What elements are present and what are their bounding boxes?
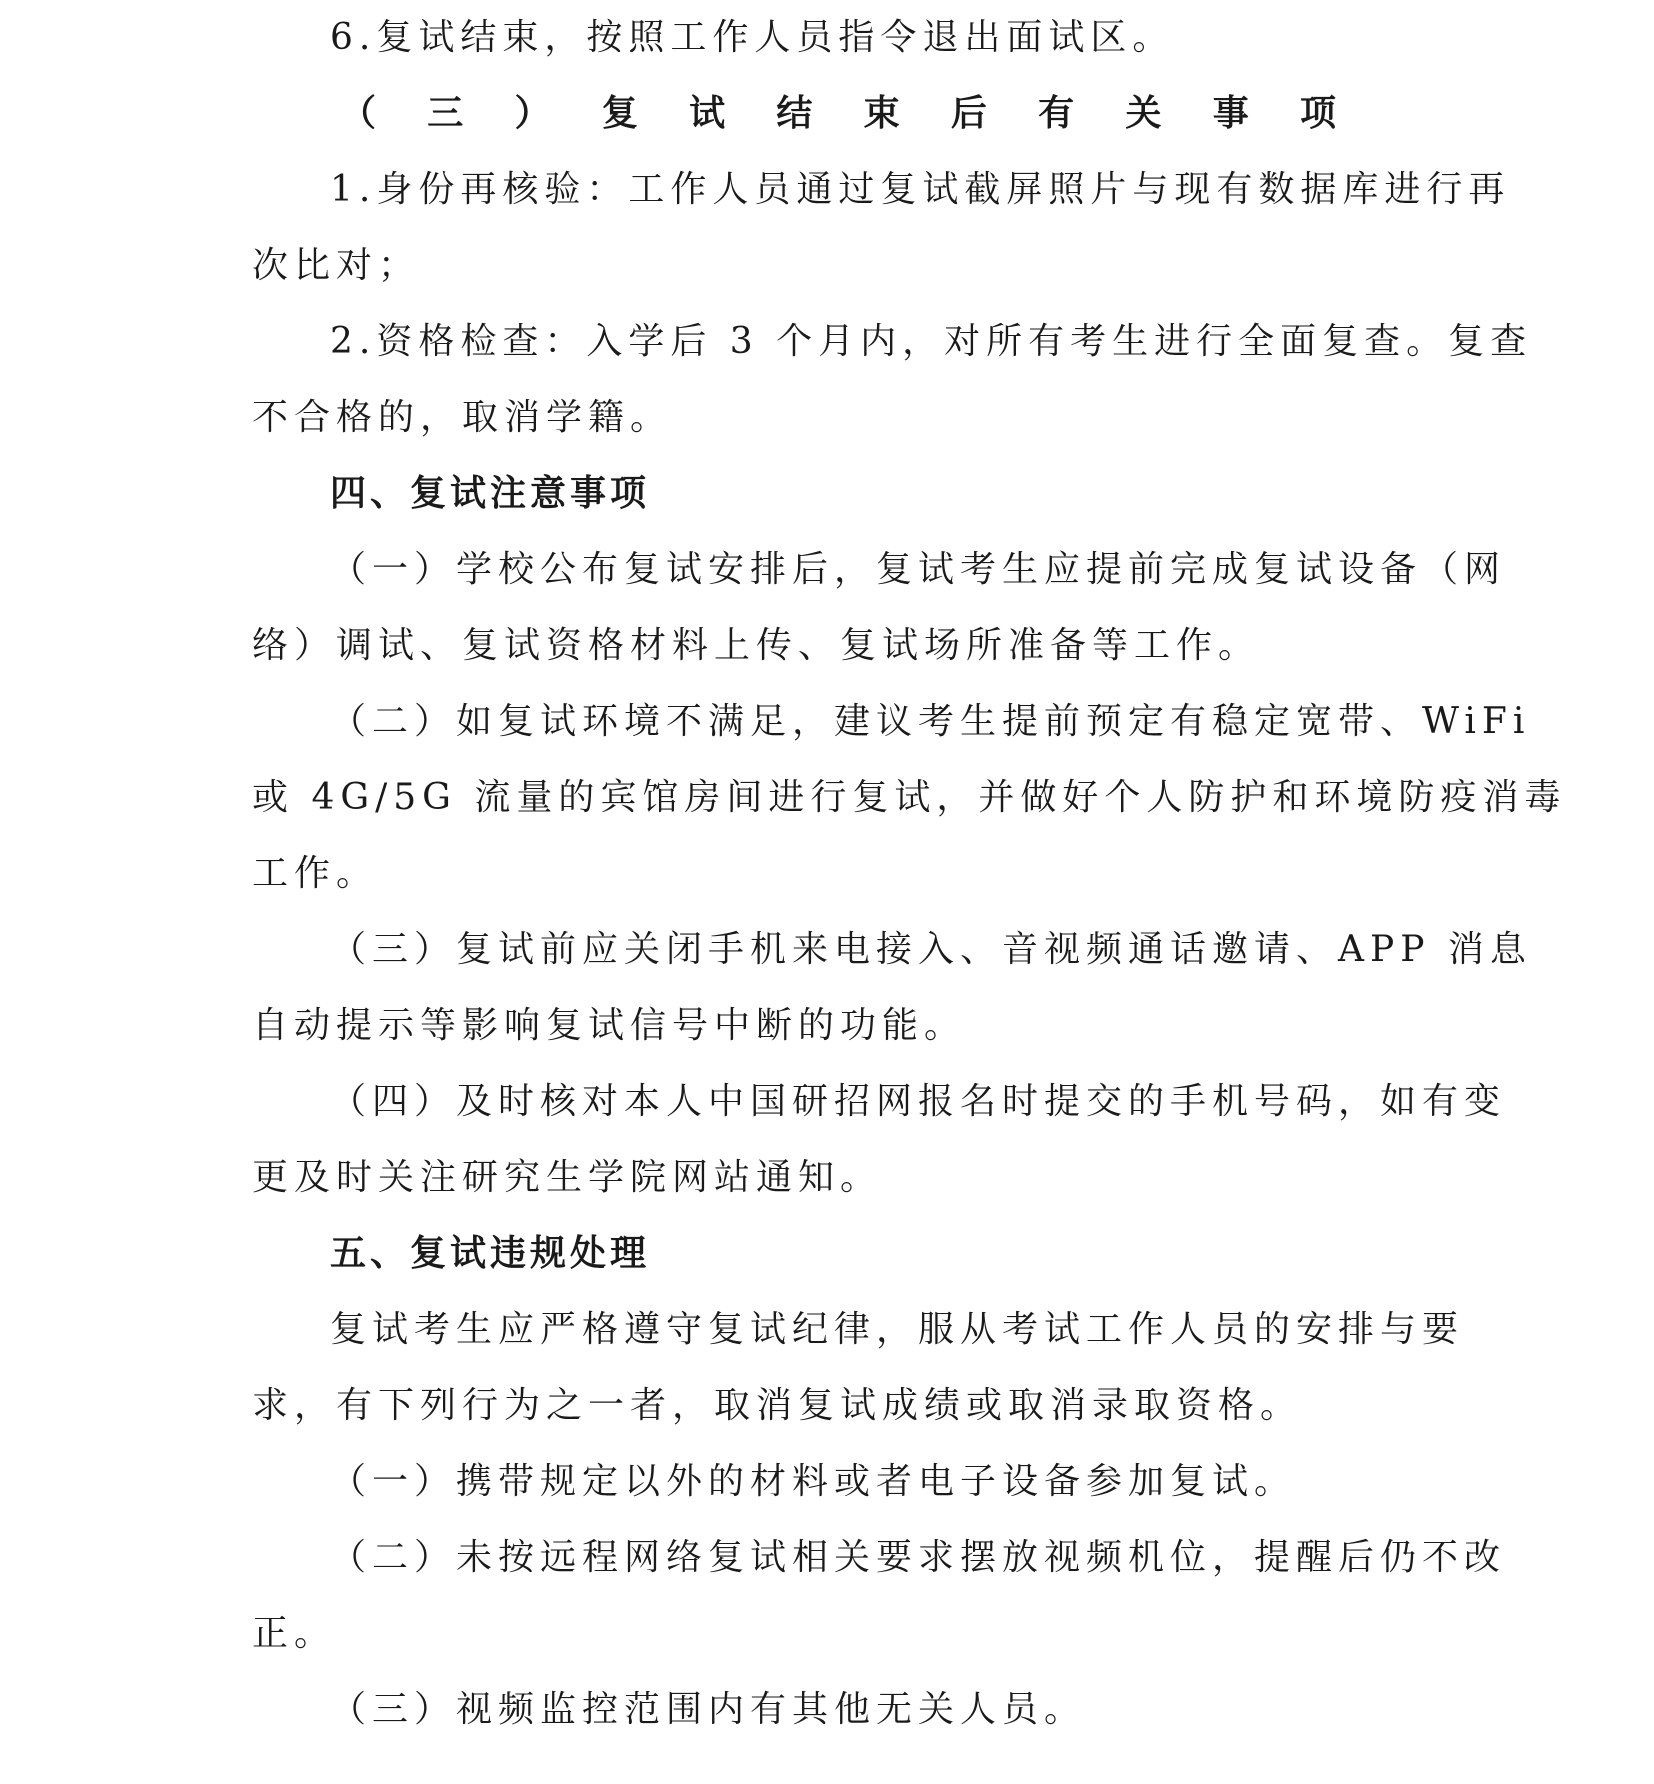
paragraph-line: 2.资格检查：入学后 3 个月内，对所有考生进行全面复查。复查 [330,321,1533,362]
paragraph-line: 正。 [252,1613,337,1654]
paragraph-line: （一）学校公布复试安排后，复试考生应提前完成复试设备（网 [330,549,1507,590]
paragraph-line: 6.复试结束，按照工作人员指令退出面试区。 [330,17,1175,58]
paragraph-line: 求，有下列行为之一者，取消复试成绩或取消录取资格。 [252,1385,1303,1426]
paragraph-line: （一）携带规定以外的材料或者电子设备参加复试。 [330,1461,1297,1502]
paragraph-line: （三）复试前应关闭手机来电接入、音视频通话邀请、APP 消息 [330,929,1532,970]
paragraph-line: 工作。 [252,853,379,894]
paragraph-line: （三）视频监控范围内有其他无关人员。 [330,1689,1087,1730]
paragraph-line: 或 4G/5G 流量的宾馆房间进行复试，并做好个人防护和环境防疫消毒 [252,777,1567,818]
paragraph-line: （二）未按远程网络复试相关要求摆放视频机位，提醒后仍不改 [330,1537,1507,1578]
paragraph-line: 1.身份再核验：工作人员通过复试截屏照片与现有数据库进行再 [330,169,1511,210]
paragraph-line: 络）调试、复试资格材料上传、复试场所准备等工作。 [252,625,1261,666]
section-heading: 四、复试注意事项 [330,473,651,514]
paragraph-line: 更及时关注研究生学院网站通知。 [252,1157,883,1198]
paragraph-line: 不合格的，取消学籍。 [252,397,673,438]
paragraph-line: 次比对； [252,245,421,286]
paragraph-line: （二）如复试环境不满足，建议考生提前预定有稳定宽带、WiFi [330,701,1531,742]
paragraph-line: 自动提示等影响复试信号中断的功能。 [252,1005,967,1046]
subsection-heading: （三）复试结束后有关事项 [340,93,1340,134]
paragraph-line: 复试考生应严格遵守复试纪律，服从考试工作人员的安排与要 [330,1309,1465,1350]
section-heading: 五、复试违规处理 [330,1233,651,1274]
paragraph-line: （四）及时核对本人中国研招网报名时提交的手机号码，如有变 [330,1081,1507,1122]
